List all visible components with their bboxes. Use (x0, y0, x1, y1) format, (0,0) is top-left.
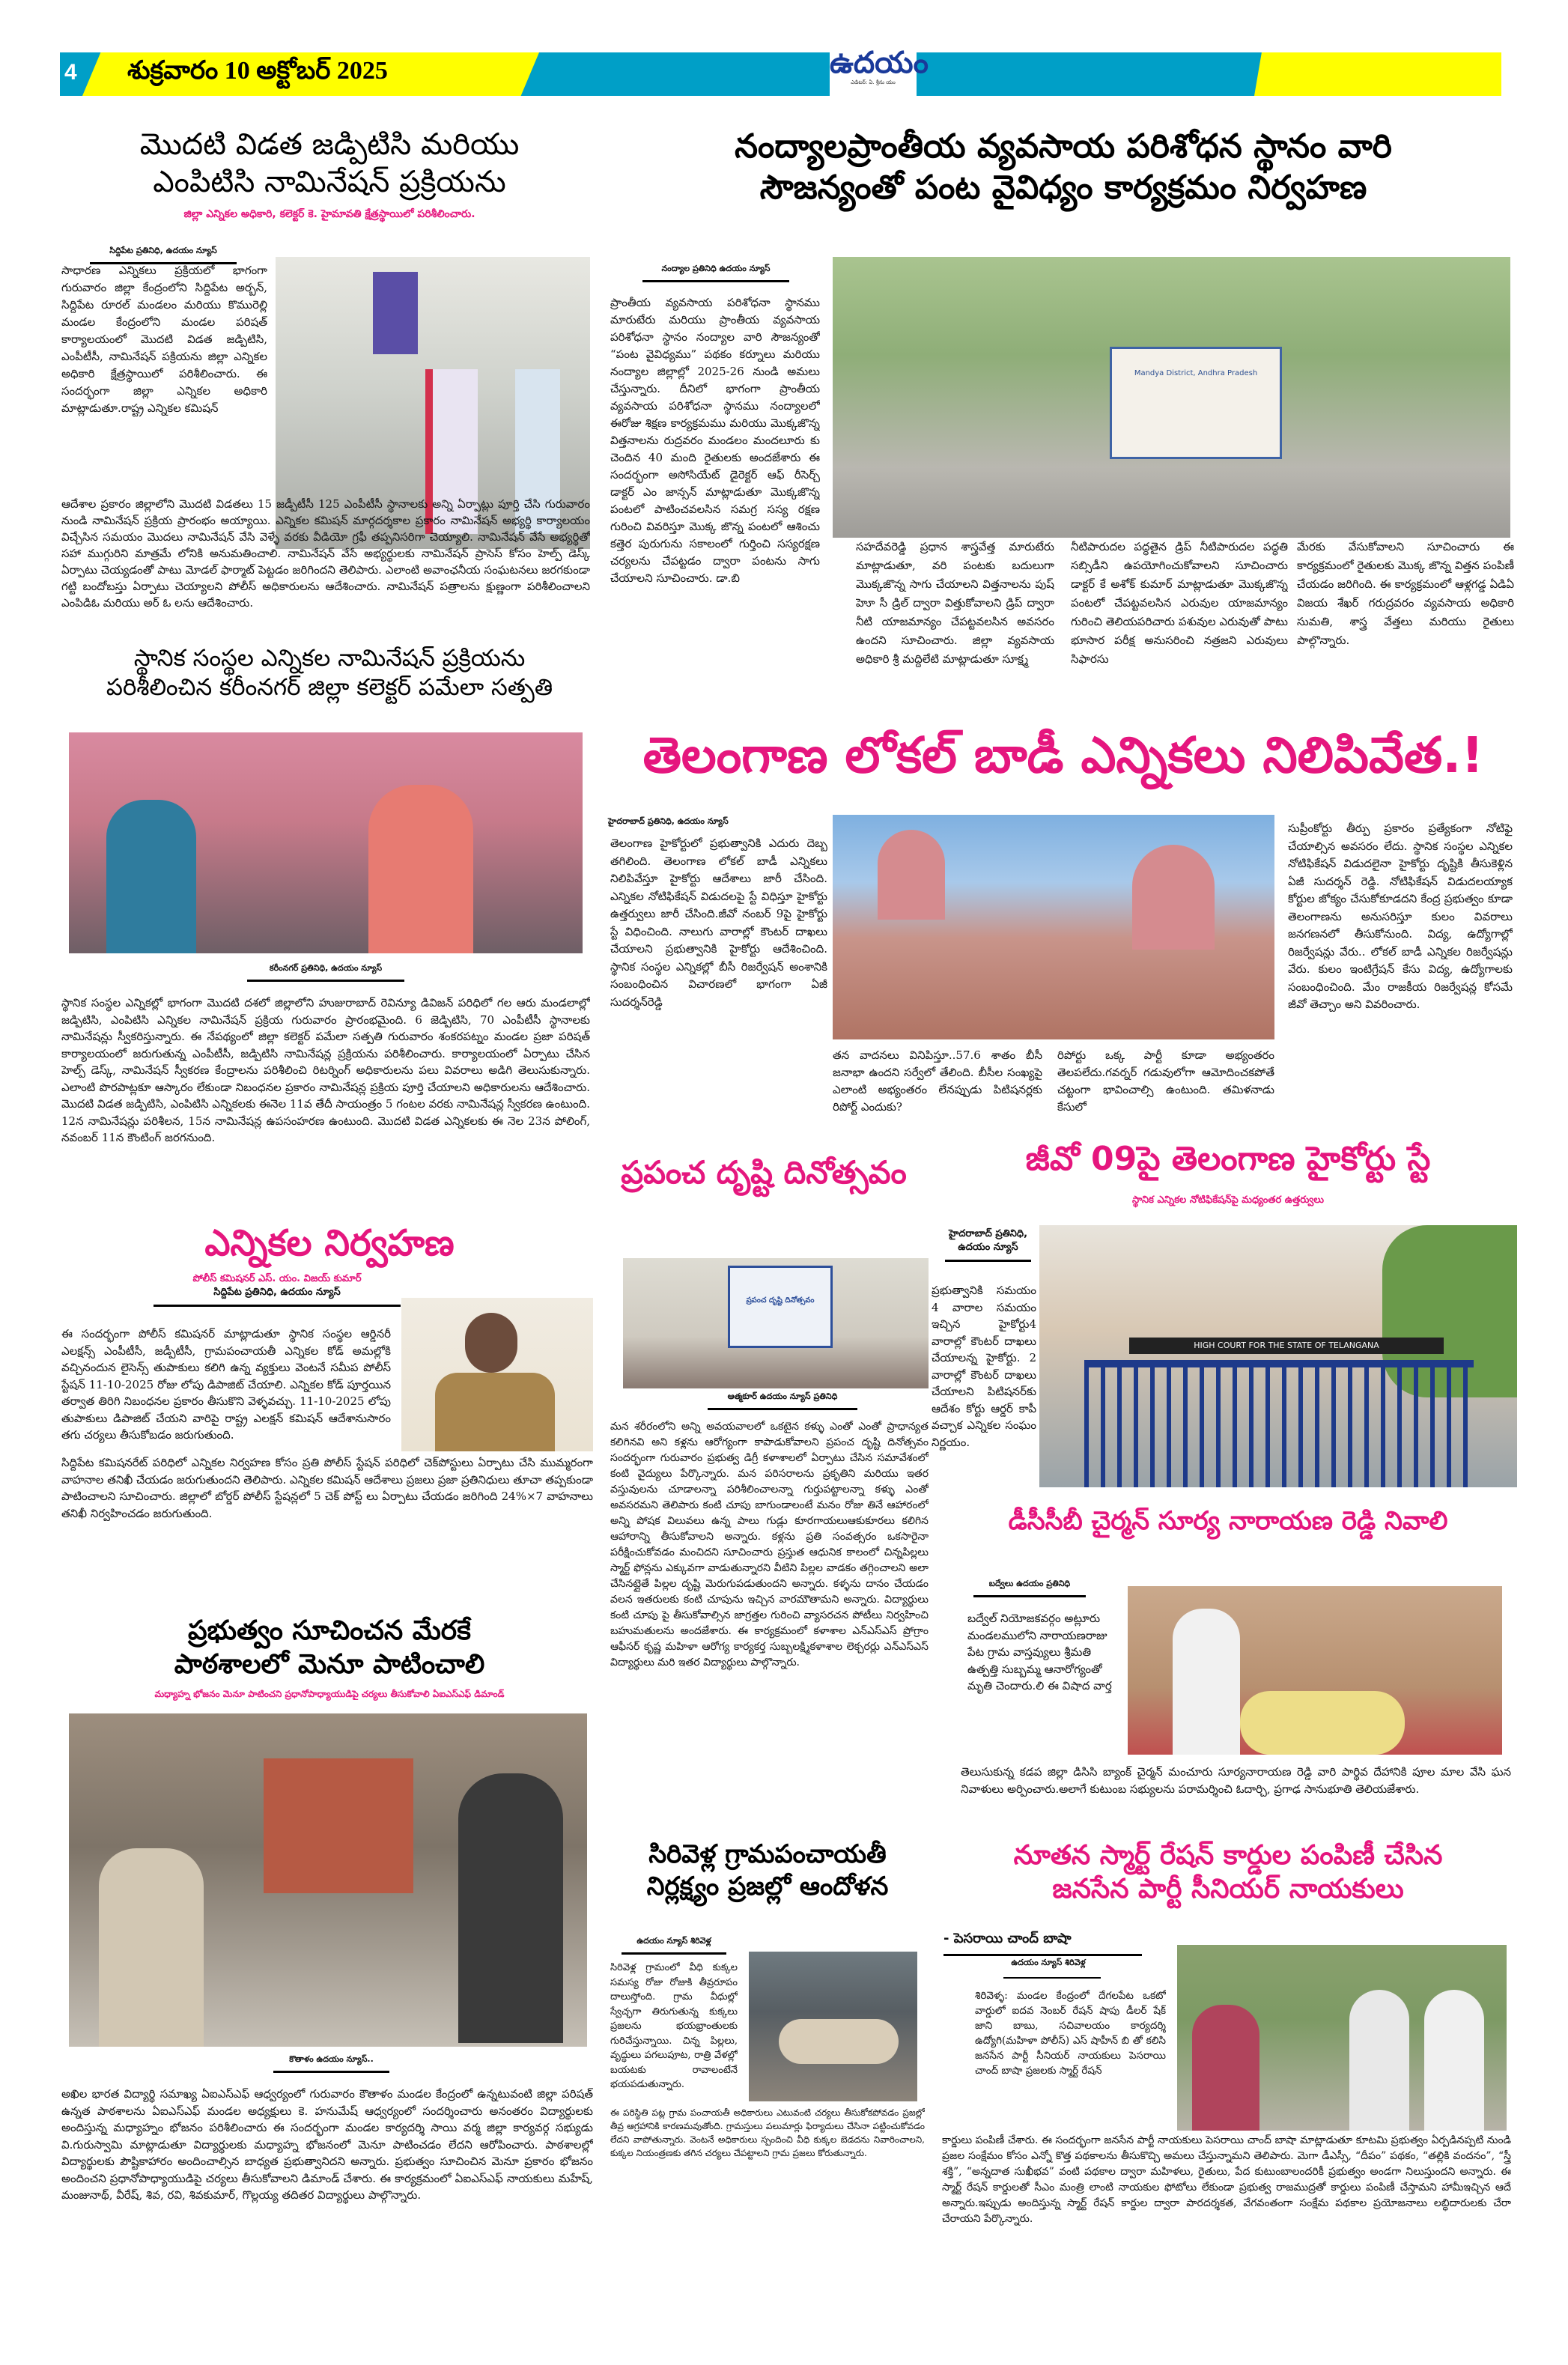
article-telangana-body-col2: తన వాదనలు వినిపిస్తూ..57.6 శాతం బీసీ జనాభా ఉందని సర్వేలో తేలింది. బీసీల సంఖ్యపై ఎలాంటి అభ్యంతరం లేనప్పుడు పిటిషనర్లకు రిపోర్ట్ ఎందుకు? (833, 1048, 1042, 1114)
headline-line: జనసేన పార్టీ సీనియర్ నాయకులు (1052, 1874, 1404, 1904)
article-ration-body-bottom: కార్డులు పంపిణీ చేశారు. ఈ సందర్భంగా జనసేన పార్టీ నాయకులు పెసరాయి చాంద్ బాషా మాట్లాడుతూ కూటమి ప్రభుత్వం ఏర్పడినప్పటి నుండి ప్రజల సంక్షేమం కోసం ఎన్నో కొత్త పథకాలను తీసుకొచ్చి అమలు చేస్తున్నామని తెలిపారు. మెగా డీఎస్సీ, “దీపం” పథకం, “తల్లికి వందనం”, “స్త్రీ శక్తి”, “అన్నదాత సుఖీభవ” వంటి పథకాల ద్వారా మహిళలు, రైతులు, పేద కుటుంబాలందరికీ ప్రభుత్వం అండగా నిలుస్తుందని అన్నారు. ఈ స్మార్ట్ రేషన్ కార్డులతో సీఎం మంత్రి లాంటి నాయకుల ఫోటోలు లేకుండా ప్రభుత్వ రాజముద్రతో కార్డులు పంపిణీ చేస్తామని హామీఇచ్చిన ఆదే అన్నారు.ఇప్పుడు అందిస్తున్న స్మార్ట్ రేషన్ కార్డుల ద్వారా పారదర్శకత, వేగవంతంగా సంక్షేమ పథకాల ప్రయోజనాలు లబ్ధిదారులకు చేరా చేరాయని పేర్కొన్నారు. (942, 2134, 1511, 2225)
logo-tagline: ఎడిటర్: ఏ. శ్రీను యం (851, 79, 896, 85)
article-ration-body-col: శిరివెళ్ళ: మండల కేంద్రంలో దేగలపేట ఒకటో వార్డులో ఐదవ నెంబర్ రేషన్ షాపు డీలర్ షేక్ జాని బాబు, సచివాలయం కార్యదర్శి ఉద్యోగి(మహిళా పోలీస్) ఎస్ షాహీన్ బి తో కలిసి జనసేన పార్టీ సీనియర్ నాయకులు పెసరాయి చాంద్ బాషా ప్రజలకు స్మార్ట్ రేషన్ (975, 1990, 1166, 2077)
article-school-photo (69, 1713, 587, 2047)
headline-line: నూతన స్మార్ట్ రేషన్ కార్డుల పంపిణీ చేసిన (1013, 1840, 1443, 1871)
article-sirivella-headline (614, 1839, 921, 1902)
article-sightday-byline: ఆత్మకూర్ ఉదయం న్యూస్ ప్రతినిధి (708, 1391, 857, 1410)
article-go09-body: ప్రభుత్వానికి సమయం 4 వారాల సమయం ఇచ్చిన హైకోర్టు4 వారాల్లో కౌంటర్ దాఖలు చేయాలన్న హైకోర్టు. 2 వారాల్లో కౌంటర్ దాఖలు చేయాలని పిటిషనర్‌కు ఆదేశం కోర్టు ఆర్డర్ కాపీ వచ్చాక ఎన్నికల సంఘం నిర్ణయం. (932, 1284, 1036, 1449)
article-siddipet-subhead: జిల్లా ఎన్నికల అధికారి, కలెక్టర్ కె. హైమావతి క్షేత్రస్థాయిలో పరిశీలించారు. (183, 208, 475, 220)
headline-line: స్థానిక సంస్థల ఎన్నికల నామినేషన్ ప్రక్రియను (133, 645, 526, 672)
article-dccb-body-bottom: తెలుసుకున్న కడప జిల్లా డిసిసి బ్యాంక్ చైర్మన్ మంచూరు సూర్యనారాయణ రెడ్డి వారి పార్థివ దేహానికి పూల మాల వేసి ఘన నివాళులు అర్పించారు.అలాగే కుటుంబ సభ్యులను పరామర్శించి ఓదార్చి, ప్రగాఢ సానుభూతి తెలియజేశారు. (961, 1765, 1511, 1796)
article-nandyal-body-col3: నీటిపారుదల పద్ధతైన డ్రిప్ నీటిపారుదల పద్ధతి సబ్సిడీని ఉపయోగించుకోవాలని సూచించారు డాక్టర్ కే అశోక్ కుమార్ మాట్లాడుతూ మొక్కజొన్న పంటలో చేపట్టవలసిన ఎరువుల యాజమాన్యం గురించి తెలియపరిచారు పశువుల ఎరువుతో పాటు భూసార పరీక్ష అనుసరించి నత్రజని ఎరువులు సిఫారసు (1071, 540, 1288, 666)
article-ration-byline: ఉదయం న్యూస్ శిరివెళ్ల (1011, 1958, 1086, 1967)
article-karimnagar-byline: కరీంనగర్ ప్రతినిధి, ఉదయం న్యూస్ (247, 963, 404, 982)
article-school-headline (67, 1614, 592, 1681)
headline-line: మొదటి విడత జడ్పిటిసి మరియు (139, 127, 520, 162)
article-telangana-headline: తెలంగాణ లోకల్ బాడీ ఎన్నికలు నిలిపివేత.! (642, 726, 1484, 784)
court-signboard: HIGH COURT FOR THE STATE OF TELANGANA (1129, 1338, 1444, 1354)
headline-line: సిరివెళ్ల గ్రామపంచాయతీ (648, 1839, 887, 1869)
article-dccb-headline: డీసీసీబీ చైర్మన్ సూర్య నారాయణ రెడ్డి నివాలి (1008, 1506, 1448, 1536)
masthead-yellow-right (1254, 52, 1501, 96)
article-sightday-body: మన శరీరంలోని అన్ని అవయవాలలో ఒకటైన కళ్ళు ఎంతో ఎంతో ప్రాధాన్యత కలిగినవి అని కళ్లను ఆరోగ్యంగా కాపాడుకోవాలని ప్రపంచ దృష్టి దినోత్సవం సందర్భంగా గురువారం ప్రభుత్వ డిగ్రీ కళాశాలలో ఏర్పాటు చేసిన సమావేశంలో కంటి వైద్యులు పేర్కొన్నారు. మన పరిసరాలను ప్రకృతిని మరియు ఇతర వస్తువులను చూడాలన్నా పరిశీలించాలన్నా గుర్తుపట్టాలన్నా కళ్ళు ఎంతో అవసరమని తెలిపారు కంటి చూపు బాగుండాలంటే మనం రోజు తినే ఆహారంలో అన్ని పోషక విలువలు ఉన్న పాలు గుడ్లు కూరగాయలుఆకుకూరలు కలిగిన ఆహారాన్ని తీసుకోవాలని అన్నారు. కళ్లను ప్రతి సంవత్సరం ఒకసారైనా పరీక్షించుకోవడం మంచిదని సూచించారు ప్రస్తుత ఆధునిక కాలంలో చిన్నపిల్లలు స్మార్ట్ ఫోన్లను ఎక్కువగా వాడుతున్నారని వీటిని పిల్లల వాడకం తగ్గించాలని అలా చేసినట్లైతే పిల్లల దృష్టి మెరుగుపడుతుందని అన్నారు. కళ్ళను దానం చేయడం వలన ఇతరులకు కంటి చూపును ఇచ్చిన వారమౌతామని అన్నారు. విద్యార్థులు కంటి చూపు పై తీసుకోవాల్సిన జాగ్రత్తల గురించి వ్యాసరచన పోటీలు నిర్వహించి బహుమతులను అందజేశారు. ఈ కార్యక్రమంలో కళాశాల ఎన్ఎస్ఎస్ ప్రోగ్రాం ఆఫీసర్ కృష్ణ మహిళా ఆరోగ్య కార్యకర్త సుబ్బలక్ష్మికళాశాల లెక్చరర్లు ఎన్ఎస్ఎస్ విద్యార్థులు మరి ఇతర విద్యార్థులు పాల్గొన్నారు. (610, 1421, 929, 1669)
article-siddipet-byline: సిద్దిపేట ప్రతినిధి, ఉదయం న్యూస్ (90, 246, 237, 264)
article-ration-headline (929, 1839, 1528, 1906)
article-karimnagar-headline (67, 644, 592, 702)
masthead-bar (60, 52, 1501, 96)
article-sightday-photo (623, 1258, 929, 1388)
article-karimnagar-body: స్థానిక సంస్థల ఎన్నికల్లో భాగంగా మొదటి దశలో జిల్లాలోని హుజురాబాద్ రెవిన్యూ డివిజన్ పరిధిలో గల ఆరు మండలాల్లో జడ్పిటిసి, ఎంపిటిసి ఎన్నికల నామినేషన్ ప్రక్రియ గురువారం ప్రారంభమైంది. 6 జెడ్పిటిసి, 70 ఎంపీటీసీ స్థానాలకు నామినేషన్లు స్వీకరిస్తున్నారు. ఈ నేపథ్యంలో జిల్లా కలెక్టర్ పమేలా సత్పతి గురువారం శంకరపట్నం మండల ప్రజా పరిషత్ కార్యాలయంలో జరుగుతున్న ఎంపీటీసీ, జడ్పిటిసి నామినేషన్ల ప్రక్రియను పరిశీలించారు. కార్యాలయంలో ఏర్పాటు చేసిన హెల్ప్ డెస్క్, నామినేషన్ స్వీకరణ కేంద్రాలను పరిశీలించి రిటర్నింగ్ అధికారులను పలు వివరాలు అడిగి తెలుసుకున్నారు. ఎలాంటి పొరపాట్లకూ ఆస్కారం లేకుండా నిబంధనల ప్రకారం నామినేషన్ల ప్రక్రియ పూర్తి చేయాలని అధికారులను ఆదేశించారు. మొదటి విడత జడ్పిటిసి, ఎంపిటిసి ఎన్నికలకు ఈనెల 11వ తేదీ సాయంత్రం 5 గంటల వరకు నామినేషన్ల స్వీకరణ ఉంటుంది. 12న నామినేషన్లు పరిశీలన, 15న నామినేషన్ల ఉపసంహరణ ఉంటుంది. మొదటి విడత ఎన్నికలకు ఈ నెల 23న పోలింగ్, నవంబర్ 11న కౌంటింగ్ జరగనుంది. (61, 996, 590, 1144)
article-telangana-byline: హైదరాబాద్ ప్రతినిధి, ఉదయం న్యూస్ (608, 816, 729, 826)
article-dccb-body-top: బద్వేల్ నియోజకవర్గం అట్లూరు మండలములోని నారాయణరాజు పేట గ్రామ వాస్తవ్యులు శ్రీమతి ఉత్పత్తి సుబ్బమ్మ ఆనారోగ్యంతో మృతి చెందారు.లి ఈ విషాద వార్త (967, 1612, 1112, 1692)
article-sightday-headline: ప్రపంచ దృష్టి దినోత్సవం (621, 1154, 907, 1191)
headline-line: పాఠశాలలో మెనూ పాటించాలి (174, 1649, 485, 1680)
article-nandyal-headline (614, 126, 1513, 208)
article-karimnagar-photo (69, 732, 583, 953)
article-telangana-body-col4: సుప్రీంకోర్టు తీర్పు ప్రకారం ప్రత్యేకంగా నోటిఫై చేయాల్సిన అవసరం లేదు. స్థానిక సంస్థల ఎన్నికల నోటిఫికేషన్ విడుదలైనా హైకోర్టు దృష్టికి తీసుకెళ్లిన ఏజీ సుదర్శన్ రెడ్డి. నోటిఫికేషన్ విడుదలయ్యాక కోర్టుల జోక్యం చేసుకోకూడదని కేంద్ర ప్రభుత్వం కూడా తెలంగాణను అనుసరిస్తూ కులం వివరాలు జనగణనలో తీసుకోనుంది. విద్య, ఉద్యోగాల్లో రిజర్వేషన్లు వేరు.. లోకల్ బాడీ ఎన్నికల రిజర్వేషన్లు వేరు. కులం ఇంటిగ్రేషన్ కేసు విద్య, ఉద్యోగాలకు సంబంధించింది. మేం రాజకీయ రిజర్వేషన్ల కోసమే జీవో తెచ్చాం అని వివరించారు. (1288, 822, 1513, 1011)
article-dccb-photo (1128, 1586, 1502, 1755)
article-sirivella-body-col: సిరివెళ్ల గ్రామంలో వీధి కుక్కల సమస్య రోజు రోజుకి తీవ్రరూపం దాలుస్తోంది. గ్రామ వీధుల్లో స్వేచ్ఛగా తిరుగుతున్న కుక్కలు ప్రజలను భయభ్రాంతులకు గురిచేస్తున్నాయి. చిన్న పిల్లలు, వృద్ధులు పగలుపూట, రాత్రి వేళల్లో బయటకు రావాలంటేనే భయపడుతున్నారు. (610, 1962, 738, 2090)
article-sirivella-photo (749, 1952, 917, 2101)
article-school-body: అఖిల భారత విద్యార్థి సమాఖ్య ఏఐఎస్ఎఫ్ ఆధ్వర్యంలో గురువారం కౌతాళం మండల కేంద్రంలో ఉన్నటువంటి జిల్లా పరిషత్ ఉన్నత పాఠశాలను ఏఐఎస్ఎఫ్ మండల అధ్యక్షులు కె. హనుమేష్ ఆధ్వర్యంలో సందర్శించారు అనంతరం విద్యార్థులకు అందిస్తున్న మధ్యాహ్నం భోజనం పరిశీలించారు ఈ సందర్భంగా మండల కార్యదర్శి సాయి వర్మ జిల్లా కార్యవర్గ సభ్యుడు వి.గురుస్వామి మాట్లాడుతూ విద్యార్థులకు మధ్యాహ్న భోజనంలో మెనూ పాటించడం లేదని ఆరోపించారు. పాఠశాలల్లో విద్యార్థులకు పౌష్టికాహారం అందించాల్సిన బాధ్యత ప్రభుత్వానిదని అన్నారు. ప్రభుత్వం సూచించిన మెనూ ప్రకారం భోజనం అందించని ప్రధానోపాధ్యాయుడిపై చర్యలు తీసుకోవాలని డిమాండ్ చేశారు. ఈ కార్యక్రమంలో ఏఐఎస్ఎఫ్ నాయకులు మహేష్, మంజునాథ్, వీరేష్, శివ, రవి, శివకుమార్, గొల్లయ్య తదితర విద్యార్థులు పాల్గొన్నారు. (61, 2087, 593, 2202)
article-election-byline: సిద్దిపేట ప్రతినిధి, ఉదయం న్యూస్ (154, 1287, 401, 1307)
article-nandyal-body-col2: సహదేవరెడ్డి ప్రధాన శాస్త్రవేత్త మారుటేరు మాట్లాడుతూ, వరి పంటకు బదులుగా మొక్కజొన్న సాగు చేయాలని విత్తనాలను పుష్ హెూ సీ డ్రిల్ ద్వారా విత్తుకోవాలని డ్రిప్ ద్వారా నీటి యాజమాన్యం చేపట్టవలసిన అవసరం ఉందని సూచించారు. జిల్లా వ్యవసాయ అధికారి శ్రీ మద్దిలేటి మాట్లాడుతూ సూక్ష్మ (856, 540, 1054, 666)
article-nandyal-body-col1: ప్రాంతీయ వ్యవసాయ పరిశోధనా స్థానము మారుటేరు మరియు ప్రాంతీయ వ్యవసాయ పరిశోధనా స్థానం నంద్యాల వారి సౌజన్యంతో “పంట వైవిధ్యము” పథకం కర్నూలు మరియు నంద్యాల జిల్లాల్లో 2025-26 నుండి అమలు చేస్తున్నారు. దీనిలో భాగంగా ప్రాంతీయ వ్యవసాయ పరిశోధనా స్థానము నంద్యాలలో ఈరోజు శిక్షణ కార్యక్రమము మరియు మొక్కజొన్న విత్తనాలను రుద్రవరం మండలం మందలూరు కు చెందిన 40 మంది రైతులకు అందజేశారు ఈ సందర్భంగా అసోసియేట్ డైరెక్టర్ ఆఫ్ రీసెర్చ్ డాక్టర్ ఎం జాన్సన్ మాట్లాడుతూ మొక్కజొన్న పంటలో పాటించవలసిన సమగ్ర సస్య రక్షణ గురించి వివరిస్తూ మొక్క జొన్న పంటలో ఆశించు కత్తెర పురుగును సకాలంలో గుర్తించి సస్యరక్షణ చర్యలను చేపట్టడం ద్వారా పంటను సాగు చేయాలని సూచించారు. డా.బి (610, 296, 820, 585)
article-election-body-top: ఈ సందర్భంగా పోలీస్ కమిషనర్ మాట్లాడుతూ స్థానిక సంస్థల ఆర్డినరీ ఎలక్షన్స్ ఎంపీటీసీ, జడ్పీటీసీ, గ్రామపంచాయతీ ఎన్నికల కోడ్ అమల్లోకి వచ్చినందున లైసెన్స్ తుపాకులు కలిగి ఉన్న వ్యక్తులు వెంటనే సమీప పోలీస్ స్టేషన్ 11-10-2025 రోజు లోపు డిపాజిట్ చేయాలి. ఎన్నికల కోడ్ పూర్తయిన తర్వాత తిరిగి నిబంధనల ప్రకారం తీసుకొని వెళ్ళవచ్చు. 11-10-2025 లోపు తుపాకులు డిపాజిట్ చేయని వారిపై రాష్ట్ర ఎలక్షన్ కమిషన్ ఆదేశానుసారం తగు చర్యలు తీసుకోబడం జరుగుతుంది. (61, 1327, 391, 1442)
article-election-subhead: పోలీస్ కమిషనర్ ఎస్. యం. విజయ్ కుమార్ (192, 1273, 362, 1284)
page-number: 4 (64, 60, 77, 85)
newspaper-logo (830, 46, 929, 96)
article-election-photo (401, 1298, 593, 1451)
article-dccb-byline: బద్వేలు ఉదయం ప్రతినిధి (973, 1579, 1086, 1597)
headline-line: నిర్లక్ష్యం ప్రజల్లో ఆందోళన (646, 1871, 889, 1901)
article-telangana-photo (833, 815, 1274, 1039)
headline-line: సౌజన్యంతో పంట వైవిధ్యం కార్యక్రమం నిర్వహణ (759, 169, 1367, 207)
article-election-headline: ఎన్నికల నిర్వహణ (204, 1222, 455, 1264)
article-election-body-bottom: సిద్దిపేట కమిషనరేట్ పరిధిలో ఎన్నికల నిర్వహణ కోసం ప్రతి పోలీస్ స్టేషన్ పరిధిలో చెక్‌పోస్టులు ఏర్పాటు చేసి ముమ్మరంగా వాహనాల తనిఖీ చేయడం జరుగుతుందని తెలిపారు. ఎన్నికల కమిషన్ ఆదేశాలు ప్రజలు ప్రజా ప్రతినిధులు తూచా తప్పకుండా పాటించాలని సూచించారు. జిల్లాలో బోర్డర్ పోలీస్ స్టేషన్లలో 5 చెక్ పోస్ట్ లు ఏర్పాటు చేయడం జరిగింది 24%×7 వాహనాలు తనిఖీ నిర్వహించడం జరుగుతుంది. (61, 1456, 593, 1520)
headline-line: నంద్యాలప్రాంతీయ వ్యవసాయ పరిశోధన స్థానం వారి (735, 127, 1392, 166)
article-go09-photo (1039, 1225, 1517, 1487)
article-go09-subhead: స్థానిక ఎన్నికల నోటిఫికేషన్‌పై మధ్యంతర ఉత్తర్వులు (1132, 1194, 1324, 1206)
headline-line: పరిశీలించిన కరీంనగర్ జిల్లా కలెక్టర్ పమేలా సత్పతి (106, 673, 553, 701)
article-school-subhead: మధ్యాహ్న భోజనం మెనూ పాటించని ప్రధానోపాధ్యాయుడిపై చర్యలు తీసుకోవాలి ఏఐఎస్ఎఫ్ డిమాండ్ (154, 1689, 505, 1699)
headline-line: ప్రభుత్వం సూచించన మేరకే (188, 1615, 471, 1646)
article-nandyal-body-col4: మేరకు వేసుకోవాలని సూచించారు ఈ కార్యక్రమంలో రైతులకు మొక్క జొన్న విత్తన పంపిణీ చేయడం జరిగింది. ఈ కార్యక్రమంలో ఆళ్లగడ్డ ఏడిఏ విజయ శేఖర్ గరుద్రవరం వ్యవసాయ అధికారి సుమతి, శాస్త్ర వేత్తలు మరియు రైతులు పాల్గొన్నారు. (1297, 540, 1514, 647)
article-telangana-body-col3: రిపోర్టు ఒక్క పార్టీ కూడా అభ్యంతరం తెలపలేదు.గవర్నర్ గడువులోగా ఆమోదించకపోతే చట్టంగా భావించాల్సి ఉంటుంది. తమిళనాడు కేసులో (1057, 1048, 1274, 1114)
article-go09-headline: జీవో 09పై తెలంగాణ హైకోర్టు స్టే (1025, 1140, 1431, 1178)
article-ration-photo (1177, 1945, 1507, 2131)
article-nandyal-byline: నంద్యాల ప్రతినిధి ఉదయం న్యూస్ (642, 264, 789, 282)
article-siddipet-body-bottom: ఆదేశాల ప్రకారం జిల్లాలోని మొదటి విడతలు 15 జడ్పీటీసీ 125 ఎంపీటీసీ స్థానాలకు అన్ని ఏర్పాట్లు పూర్తి చేసి గురువారం నుండి నామినేషన్ ప్రక్రియ ప్రారంభం అయ్యాయి. ఎన్నికల కమిషన్ మార్గదర్శకాల ప్రకారం నామినేషన్ అభ్యర్థి కార్యాలయం విచ్చేసిన సమయం మొదలు నామినేషన్ వేసి వెళ్ళే వరకు వీడియో గ్రఫీ తప్పనిసరిగా చెయ్యాలి. నామినేషన్ వేసే అభ్యర్థితో సహా ముగ్గురిని మాత్రమే లోనికి అనుమతించాలి. నామినేషన్ వేసే అభ్యర్థులకు నామినేషన్ ప్రాసెస్ కోసం హెల్ప్ డెస్క్ ఏర్పాటు చెయ్యడంతో పాటు మోడల్ ఫార్మాట్ పెట్టడం జరిగిందని తెలిపారు. ఎలాంటి అవాంఛనీయ సంఘటనలు జరగకుండా గట్టి బందోబస్తు ఏర్పాటు చెయ్యాలని పోలీస్ అధికారులను ఆదేశించారు. నామినేషన్ పత్రాలను క్షుణ్ణంగా పరిశీలించాలని ఎంపిడిఓ మరియు అర్ ఓ లను ఆదేశించారు. (61, 497, 590, 610)
article-go09-byline: హైదరాబాద్ ప్రతినిధి, ఉదయం న్యూస్ (945, 1228, 1031, 1262)
article-siddipet-headline (67, 126, 592, 201)
banner-text: Mandya District, Andhra Pradesh (1134, 369, 1258, 377)
divider (1003, 1977, 1101, 1979)
issue-date: శుక్రవారం 10 అక్టోబర్ 2025 (127, 57, 388, 85)
banner-text: ప్రపంచ దృష్టి దినోత్సవం (746, 1296, 815, 1305)
article-sirivella-body-bottom: ఈ పరిస్థితి పట్ల గ్రామ పంచాయతీ అధికారులు ఎటువంటి చర్యలు తీసుకోకపోవడం ప్రజల్లో తీవ్ర ఆగ్రహానికి కారణమవుతోంది. గ్రామస్తులు పలుమార్లు ఫిర్యాదులు చేసినా పట్టించుకోవడం లేదని వాపోతున్నారు. వెంటనే అధికారులు స్పందించి వీధి కుక్కల బెడదను నివారించాలని, కుక్కల నియంత్రణకు తగిన చర్యలు చేపట్టాలని గ్రామ ప్రజలు కోరుతున్నారు. (610, 2107, 925, 2158)
article-sirivella-byline: ఉదయం న్యూస్ శిరివెళ్ల (622, 1936, 726, 1955)
article-ration-author: - పెసరాయి చాంద్ బాషా (943, 1931, 1142, 1956)
article-siddipet-body-top: సాధారణ ఎన్నికలు ప్రక్రియలో భాగంగా గురువారం జిల్లా కేంద్రంలోని సిద్దిపేట అర్బన్, సిద్దిపేట రూరల్ మండలం మరియు కొమురెల్లి మండల కేంద్రంలోని మండల పరిషత్ కార్యాలయంలో మొదటి విడత జడ్పిటిసి, ఎంపీటీసీ, నామినేషన్ పక్రియను జిల్లా ఎన్నికల అధికారి క్షేత్రస్థాయిలో పరిశీలించారు. ఈ సందర్భంగా జిల్లా ఎన్నికల అధికారి మాట్లాడుతూ.రాష్ట్ర ఎన్నికల కమిషన్ (61, 264, 267, 415)
article-school-byline: కొతాళం ఉదయం న్యూస్.. (273, 2054, 389, 2073)
headline-line: ఎంపిటిసి నామినేషన్ ప్రక్రియను (153, 165, 506, 199)
logo-text: ఉదయం (830, 46, 929, 80)
article-nandyal-photo (833, 257, 1510, 538)
article-telangana-body-col1: తెలంగాణ హైకోర్టులో ప్రభుత్వానికి ఎదురు దెబ్బ తగిలింది. తెలంగాణ లోకల్ బాడీ ఎన్నికలు నిలిపివేస్తూ హైకోర్టు ఆదేశాలు జారీ చేసింది. ఎన్నికల నోటిఫికేషన్ విడుదలపై స్టే విధిస్తూ హైకోర్టు ఉత్తర్వులు జారీ చేసింది.జీవో నంబర్ 9పై హైకోర్టు స్టే విధించింది. నాలుగు వారాల్లో కౌంటర్ దాఖలు చేయాలని ప్రభుత్వానికి హైకోర్టు ఆదేశించింది. స్థానిక సంస్థల ఎన్నికల్లో బీసీ రిజర్వేషన్ అంశానికి సంబంధించిన విచారణలో భాగంగా ఏజీ సుదర్శన్‌రెడ్డి (610, 837, 827, 1009)
